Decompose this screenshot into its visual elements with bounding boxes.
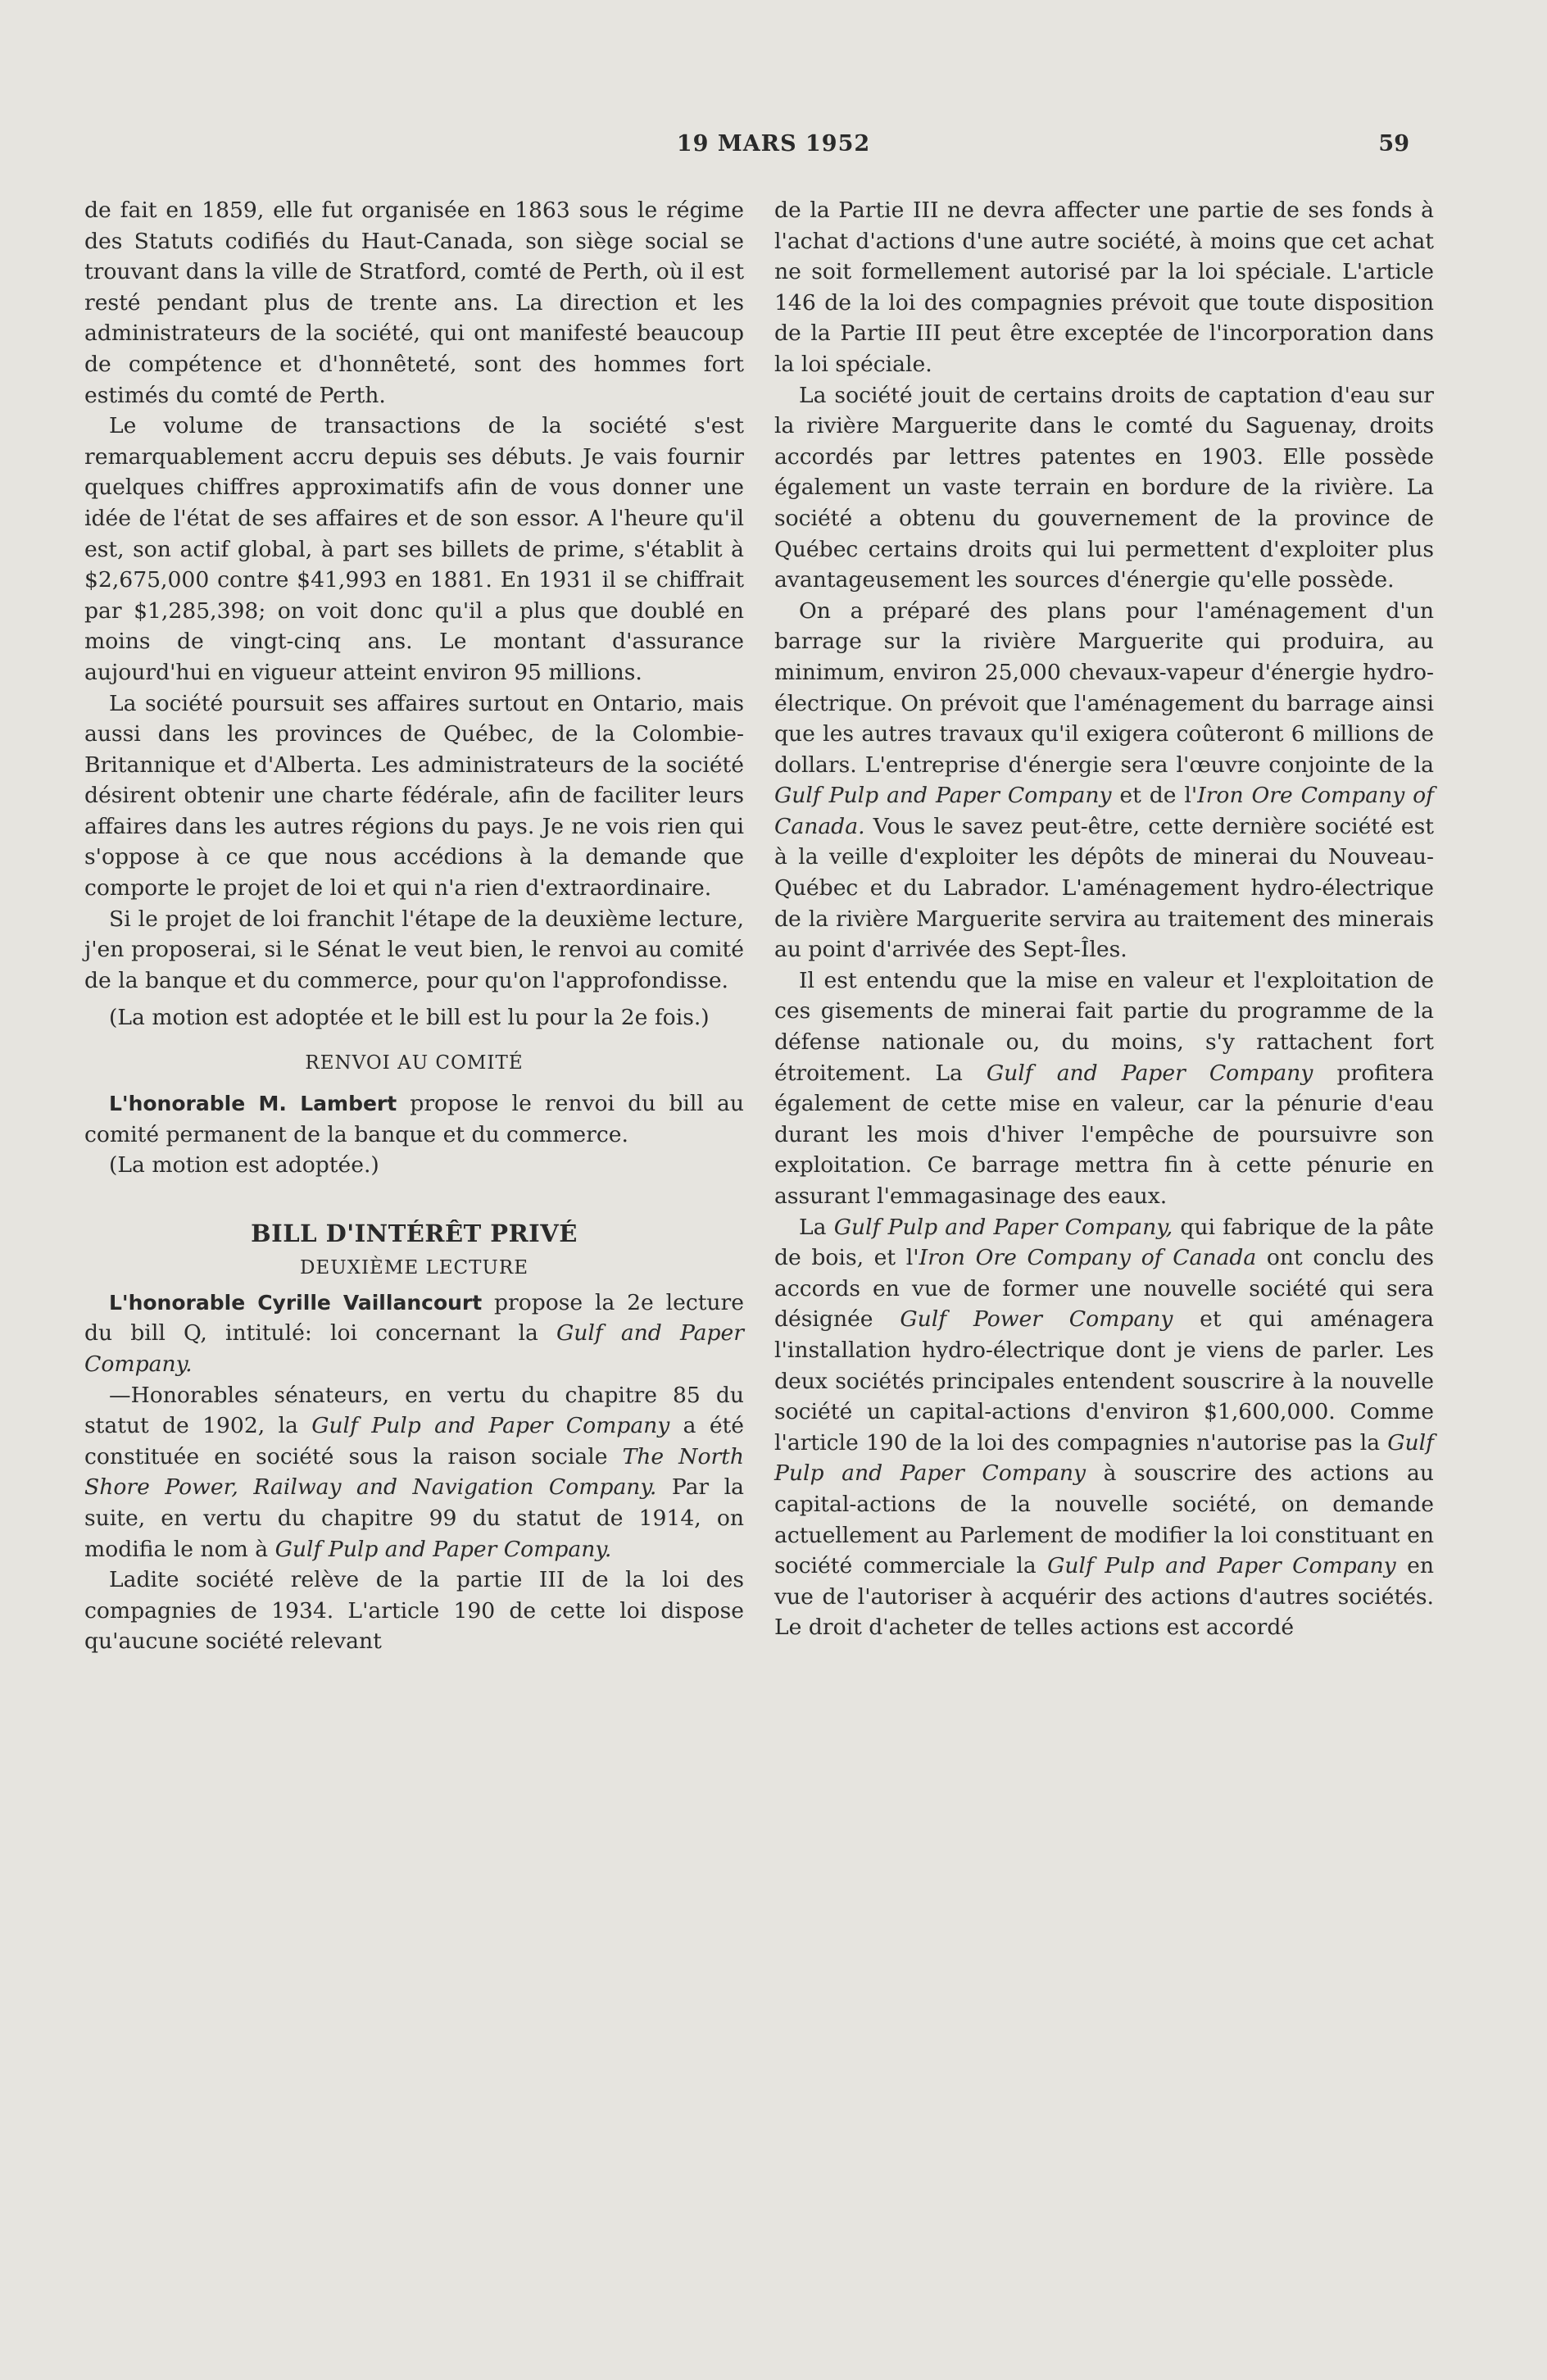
company-name: Gulf Pulp and Paper Company [774, 783, 1112, 809]
paragraph: La société poursuit ses affaires surtout en Ontario, mais aussi dans les provinces de Québec, de la Colombie-Britannique et d'Alberta. Les administrateurs de la société désirent obtenir une charte fédérale, afin de faciliter leurs affaires dans les autres régions du pays. Je ne vois rien qui s'oppose à ce que nous accédions à la demande que comporte le projet de loi et qui n'a rien d'extraordinaire. [84, 690, 744, 902]
speech-text: profitera également de cette mise en valeur, car la pénurie d'eau durant les mois d'hiver l'empêche de poursuivre son exploitation. Ce barrage mettra fin à cette pénurie en assurant l'emmagasinage des eaux. [774, 1060, 1434, 1209]
speech-text: propose la 2e lecture du bill Q, intitulé: loi concernant la [84, 1289, 745, 1347]
paragraph: Ladite société relève de la partie III de la loi des compagnies de 1934. L'article 190 de cette loi dispose qu'aucune société relevant [84, 1567, 744, 1655]
company-name: Iron Ore Company of Canada [919, 1245, 1257, 1271]
paragraph [84, 1088, 744, 1150]
company-name: Gulf and Paper Company. [84, 1320, 744, 1377]
motion-result: (La motion est adoptée et le bill est lu pour la 2e fois.) [109, 1005, 710, 1031]
section-subheading: DEUXIÈME LECTURE [299, 1256, 529, 1279]
speaker-name: L'honorable M. Lambert [109, 1092, 397, 1116]
motion-result: (La motion est adoptée.) [109, 1152, 379, 1179]
speech-text: ont conclu des accords en vue de former une nouvelle société qui sera désignée [774, 1245, 1434, 1333]
company-name: Gulf Pulp and Paper Company [311, 1413, 670, 1439]
speech-text: On a préparé des plans pour l'aménagement d'un barrage sur la rivière Marguerite qui produira, au minimum, environ 25,000 chevaux-vapeur d'énergie hydro-électrique. On prévoit que l'aménagement du barrage ainsi que les autres travaux qu'il exigera coûteront 6 millions de dollars. L'entreprise d'énergie sera l'œuvre conjointe de la [774, 597, 1434, 778]
speech-text: La [799, 1214, 834, 1240]
paragraph: Si le projet de loi franchit l'étape de la deuxième lecture, j'en proposerai, si le Sénat le veut bien, le renvoi au comité de la banque et du commerce, pour qu'on l'approfondisse. [84, 906, 744, 993]
left-column [84, 195, 744, 1657]
paragraph [774, 596, 1434, 965]
paragraph: La société jouit de certains droits de captation d'eau sur la rivière Marguerite dans le comté du Saguenay, droits accordés par lettres patentes en 1903. Elle possède également un vaste terrain en bordure de la rivière. La société a obtenu du gouvernement de la province de Québec certains droits qui lui permettent d'exploiter plus avantageusement les sources d'énergie qu'elle possède. [774, 382, 1434, 593]
speaker-name: L'honorable Cyrille Vaillancourt [109, 1290, 483, 1315]
company-name: Iron Ore Company of Canada. [774, 783, 1434, 839]
speech-text: qui fabrique de la pâte de bois, et l' [774, 1214, 1434, 1271]
company-name: Gulf Pulp and Paper Company [774, 1429, 1434, 1487]
section-heading-renvoi: RENVOI AU COMITÉ [305, 1052, 524, 1074]
speech-text: Par la suite, en vertu du chapitre 99 du statut de 1914, on modifia le nom à [84, 1474, 744, 1562]
page-number: 59 [1378, 131, 1409, 157]
paragraph [84, 1380, 744, 1565]
company-name: Gulf Power Company [900, 1306, 1173, 1333]
company-name: Gulf and Paper Company [986, 1060, 1313, 1086]
paragraph: de fait en 1859, elle fut organisée en 1863 sous le régime des Statuts codifiés du Haut-Canada, son siège social se trouvant dans la ville de Stratford, comté de Perth, où il est resté pendant plus de trente ans. La direction et les administrateurs de la société, qui ont manifesté beaucoup de compétence et d'honnêteté, sont des hommes fort estimés du comté de Perth. [84, 198, 744, 408]
speech-text: Vous le savez peut-être, cette dernière société est à la veille d'exploiter les dépôts de minerai du Nouveau-Québec et du Labrador. L'aménagement hydro-électrique de la rivière Marguerite servira au traitement des minerais au point d'arrivée des Sept-Îles. [774, 813, 1434, 963]
speech-text: à souscrire des actions au capital-actions de la nouvelle société, on demande actuellement au Parlement de modifier la loi constituant en société commerciale la [774, 1460, 1434, 1579]
speech-text: a été constituée en société sous la raison sociale [84, 1413, 744, 1469]
speech-text: et qui aménagera l'installation hydro-électrique dont je viens de parler. Les deux sociétés principales entendent souscrire à la nouvelle société un capital-actions d'environ $1,600,000. Comme l'article 190 de la loi des compagnies n'autorise pas la [774, 1306, 1434, 1456]
paragraph [774, 1212, 1434, 1643]
speech-text: et de l' [1111, 783, 1198, 809]
company-name: Gulf Pulp and Paper Company, [833, 1214, 1173, 1240]
header-date: 19 MARS 1952 [676, 131, 871, 157]
speech-text: Il est entendu que la mise en valeur et l'exploitation de ces gisements de minerai fait partie du programme de la défense nationale ou, du moins, s'y rattachent fort étroitement. La [774, 967, 1434, 1086]
right-column [774, 195, 1434, 1643]
paragraph [84, 1288, 744, 1380]
section-heading-bill: BILL D'INTÉRÊT PRIVÉ [251, 1219, 578, 1247]
company-name: The North Shore Power, Railway and Navigation Company. [84, 1443, 744, 1501]
paragraph [774, 965, 1434, 1212]
paragraph: Le volume de transactions de la société s'est remarquablement accru depuis ses débuts. Je vais fournir quelques chiffres approximatifs afin de vous donner une idée de l'état de ses affaires et de son essor. A l'heure qu'il est, son actif global, à part ses billets de prime, s'établit à $2,675,000 contre $41,993 en 1881. En 1931 il se chiffrait par $1,285,398; on voit donc qu'il a plus que doublé en moins de vingt-cinq ans. Le montant d'assurance aujourd'hui en vigueur atteint environ 95 millions. [84, 413, 744, 685]
paragraph: de la Partie III ne devra affecter une partie de ses fonds à l'achat d'actions d'une autre société, à moins que cet achat ne soit formellement autorisé par la loi spéciale. L'article 146 de la loi des compagnies prévoit que toute disposition de la Partie III peut être exceptée de l'incorporation dans la loi spéciale. [774, 198, 1434, 377]
company-name: Gulf Pulp and Paper Company. [274, 1536, 612, 1562]
speech-text: en vue de l'autoriser à acquérir des actions d'autres sociétés. Le droit d'acheter de telles actions est accordé [774, 1553, 1434, 1641]
speech-text: propose le renvoi du bill au comité permanent de la banque et du commerce. [84, 1091, 744, 1147]
speech-text: —Honorables sénateurs, en vertu du chapitre 85 du statut de 1902, la [84, 1382, 744, 1439]
running-header [0, 131, 1547, 164]
company-name: Gulf Pulp and Paper Company [1047, 1553, 1396, 1579]
